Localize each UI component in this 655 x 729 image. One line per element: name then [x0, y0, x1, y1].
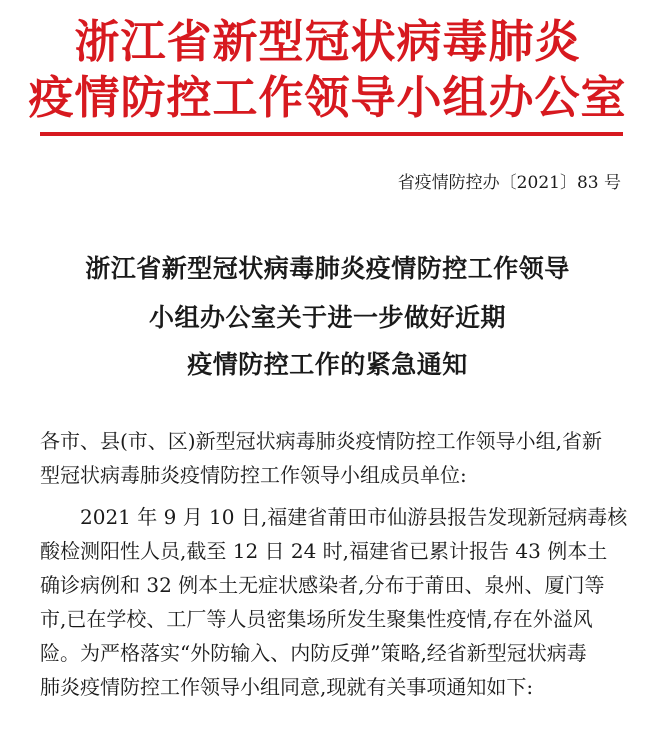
document-title-line1: 浙江省新型冠状病毒肺炎疫情防控工作领导: [85, 254, 570, 283]
paragraph-line: 酸检测阳性人员,截至 12 日 24 时,福建省已累计报告 43 例本土: [40, 539, 608, 563]
addressee-line1: 各市、县(市、区)新型冠状病毒肺炎疫情防控工作领导小组,省新: [40, 429, 602, 453]
red-divider-line: [40, 132, 623, 136]
paragraph-line: 确诊病例和 32 例本土无症状感染者,分布于莆田、泉州、厦门等: [40, 573, 605, 597]
issuer-header-line2: 疫情防控工作领导小组办公室: [28, 71, 627, 124]
document-number: 省疫情防控办〔2021〕83 号: [397, 173, 621, 193]
document-title-line3: 疫情防控工作的紧急通知: [187, 350, 468, 379]
issuer-header-line1: 浙江省新型冠状病毒肺炎: [74, 15, 581, 68]
body-paragraph: [40, 500, 630, 704]
document-title-line2: 小组办公室关于进一步做好近期: [148, 303, 506, 332]
paragraph-line: 肺炎疫情防控工作领导小组同意,现就有关事项通知如下:: [40, 675, 534, 699]
paragraph-line: 市,已在学校、工厂等人员密集场所发生聚集性疫情,存在外溢风: [40, 607, 593, 631]
paragraph-line: 险。为严格落实“外防输入、内防反弹”策略,经省新型冠状病毒: [40, 641, 587, 665]
addressee: [40, 424, 630, 492]
addressee-line2: 型冠状病毒肺炎疫情防控工作领导小组成员单位:: [40, 463, 467, 487]
paragraph-line: 2021 年 9 月 10 日,福建省莆田市仙游县报告发现新冠病毒核: [80, 505, 628, 529]
